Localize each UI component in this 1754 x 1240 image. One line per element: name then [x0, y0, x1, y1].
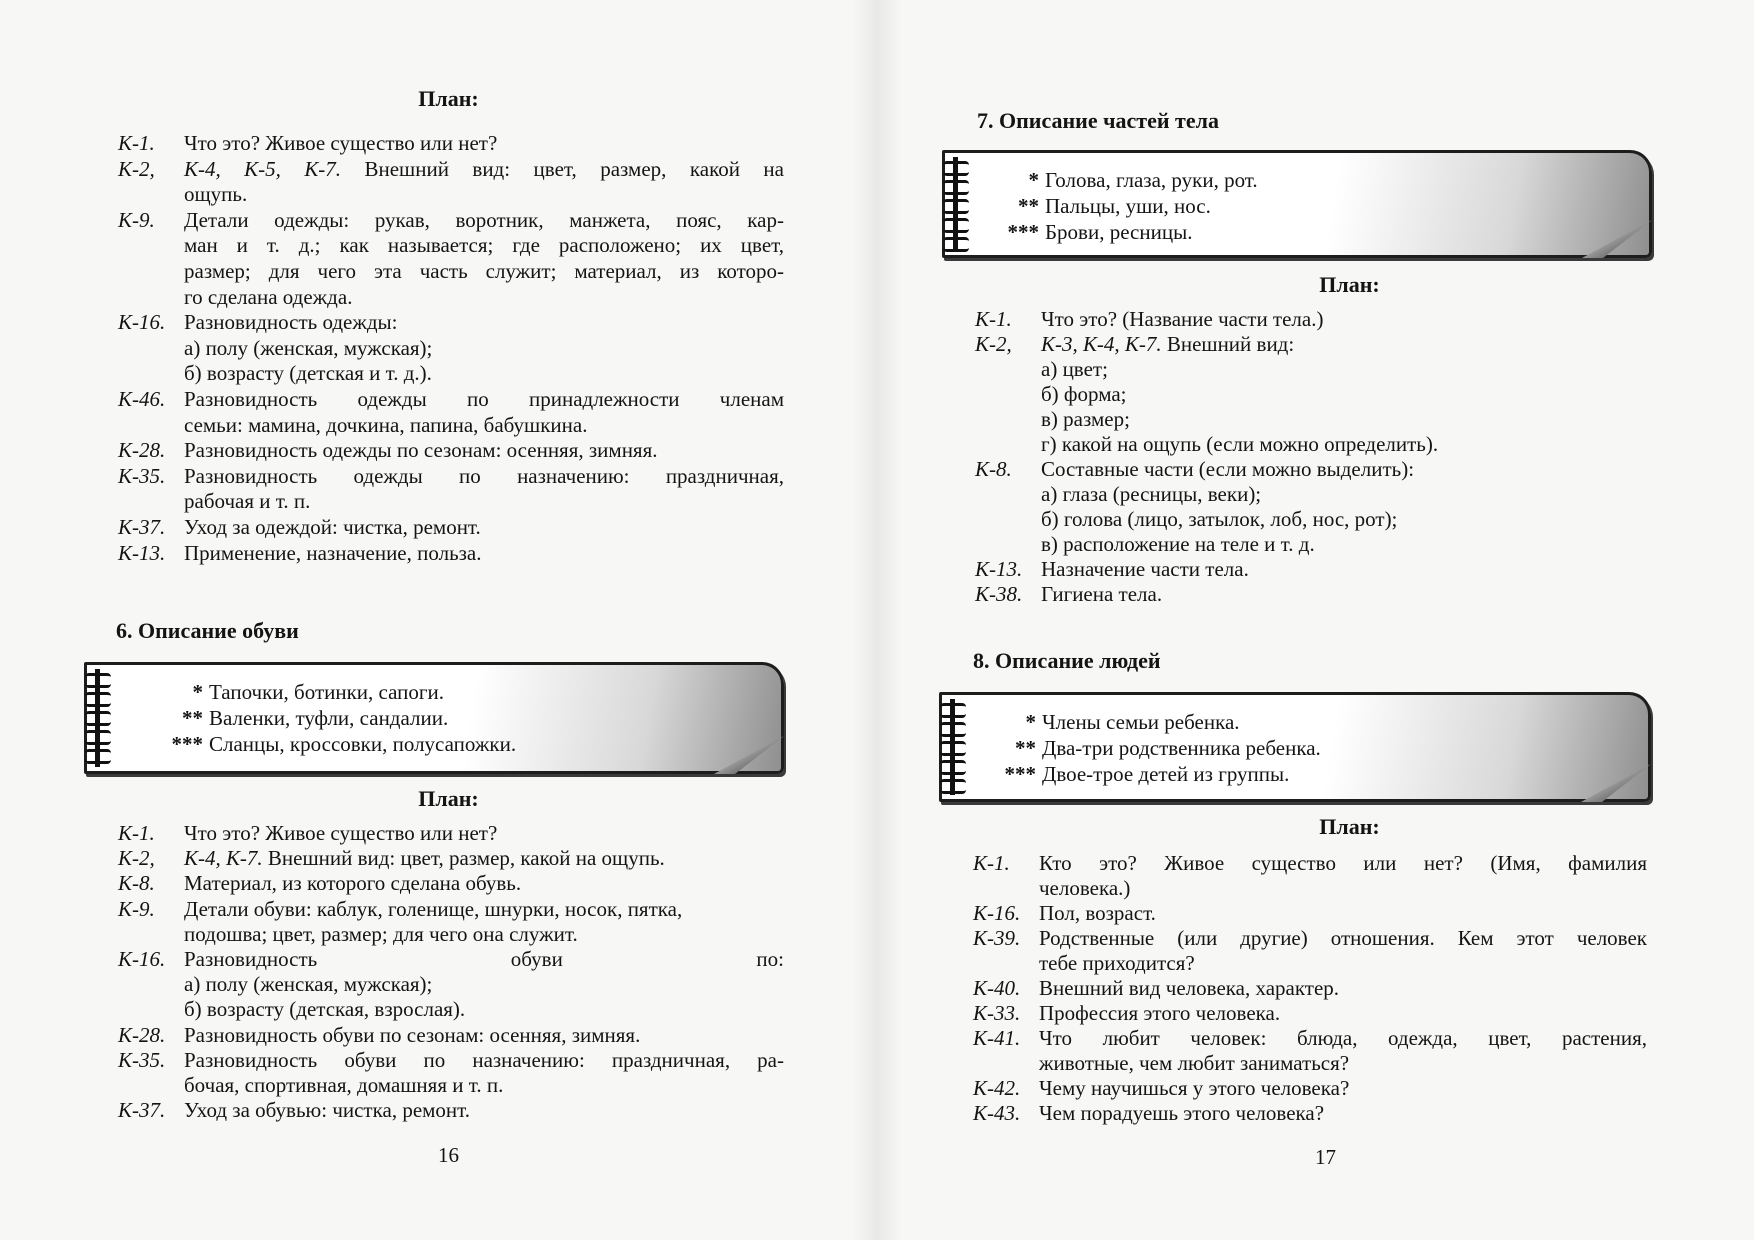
box-text: Голова, глаза, руки, рот.	[1045, 168, 1258, 192]
item-text-part: Внешний вид: цвет, размер, какой на	[341, 156, 784, 181]
box-text: Двое-трое детей из группы.	[1042, 762, 1290, 786]
box-line	[995, 219, 1192, 245]
item-text: Разновидность обуви по:	[184, 947, 784, 971]
item-code: К-35.	[118, 1047, 166, 1072]
item-text: а) цвет;	[1041, 357, 1108, 381]
stars-marker: **	[1015, 736, 1036, 760]
item-code: К-16.	[118, 310, 166, 335]
item-code: К-39.	[973, 926, 1021, 950]
spiral-binding-icon	[85, 669, 113, 767]
item-code: К-9.	[118, 896, 155, 921]
box-text: Валенки, туфли, сандалии.	[209, 706, 449, 730]
spiral-binding-icon	[940, 699, 968, 795]
item-text: Чем порадуешь этого человека?	[1039, 1101, 1325, 1125]
item-text: Детали обуви: каблук, голенище, шнурки, носок, пятка,	[184, 896, 683, 921]
item-text: человека.)	[1039, 876, 1131, 900]
page-number: 17	[1315, 1145, 1336, 1169]
page-curl-icon	[1581, 764, 1651, 802]
box-text: Члены семьи ребенка.	[1042, 710, 1240, 734]
item-code: К-2,	[975, 332, 1012, 356]
right-page	[877, 0, 1754, 1240]
item-code-extra: К-3, К-4, К-7.	[1041, 332, 1162, 356]
item-text: Гигиена тела.	[1041, 582, 1163, 606]
item-text: Пол, возраст.	[1039, 901, 1156, 925]
box-line	[992, 761, 1289, 787]
spiral-ring	[940, 722, 966, 737]
item-text: Материал, из которого сделана обувь.	[184, 871, 522, 896]
item-code: К-13.	[118, 540, 166, 565]
item-text: ман и т. д.; как называется; где расположено; их цвет,	[184, 233, 784, 258]
stars-marker: *	[192, 680, 203, 704]
item-text: Кто это? Живое существо или нет? (Имя, фамилия	[1039, 851, 1647, 875]
spiral-ring	[943, 199, 969, 214]
item-code: К-8.	[975, 457, 1012, 481]
item-code: К-2,	[118, 156, 155, 181]
box-text: Сланцы, кроссовки, полусапожки.	[209, 732, 517, 756]
box-line	[992, 735, 1321, 761]
item-text: Профессия этого человека.	[1039, 1001, 1281, 1025]
item-text: Назначение части тела.	[1041, 557, 1249, 581]
item-text: а) полу (женская, мужская);	[184, 972, 433, 997]
item-text-part: Внешний вид: цвет, размер, какой на ощупь.	[262, 846, 665, 871]
item-code: К-2,	[118, 846, 155, 871]
page-curl-icon	[714, 736, 784, 774]
spiral-ring	[85, 711, 111, 726]
spiral-ring	[940, 779, 966, 794]
plan-title: План:	[418, 786, 479, 811]
item-text: в) размер;	[1041, 407, 1130, 431]
item-code: К-28.	[118, 438, 166, 463]
item-code: К-37.	[118, 1098, 166, 1123]
item-code: К-8.	[118, 871, 155, 896]
section-title: 7. Описание частей тела	[977, 108, 1219, 133]
spiral-ring	[85, 673, 111, 688]
item-text: Разновидность одежды по принадлежности членам	[184, 387, 784, 411]
box-text: Два-три родственника ребенка.	[1042, 736, 1321, 760]
page-number: 16	[438, 1143, 459, 1167]
item-code: К-38.	[975, 582, 1023, 606]
item-code: К-16.	[118, 947, 166, 971]
item-code: К-42.	[973, 1076, 1021, 1100]
item-text: Составные части (если можно выделить):	[1041, 457, 1415, 481]
item-text: г) какой на ощупь (если можно определить).	[1041, 432, 1439, 456]
item-code: К-16.	[973, 901, 1021, 925]
item-text	[184, 845, 665, 871]
item-code-extra: К-4, К-7.	[184, 846, 263, 871]
stars-marker: ***	[1007, 220, 1039, 244]
item-code: К-13.	[975, 557, 1023, 581]
item-text: Детали одежды: рукав, воротник, манжета, пояс, кар-	[184, 207, 784, 232]
item-text: семьи: мамина, дочкина, папина, бабушкина.	[184, 412, 588, 437]
spiral-ring	[85, 692, 111, 707]
item-text: б) возрасту (детская, взрослая).	[184, 997, 466, 1022]
box-line	[995, 193, 1211, 219]
page-curl-icon	[1582, 220, 1652, 258]
plan-title: План:	[1319, 814, 1380, 839]
item-code-extra: К-4, К-5, К-7.	[184, 156, 342, 181]
item-code: К-41.	[973, 1026, 1021, 1050]
spiral-ring	[943, 161, 969, 176]
item-text: Разновидность обуви по сезонам: осенняя, зимняя.	[184, 1022, 641, 1047]
spiral-ring	[943, 237, 969, 252]
item-code: К-33.	[973, 1001, 1021, 1025]
item-text: рабочая и т. п.	[184, 489, 311, 514]
stars-marker: *	[1025, 710, 1036, 734]
item-text: Что любит человек: блюда, одежда, цвет, растения,	[1039, 1026, 1647, 1050]
stars-marker: ***	[171, 732, 203, 756]
item-text: Что это? Живое существо или нет?	[184, 821, 498, 845]
spiral-ring	[85, 749, 111, 764]
item-text: Что это? (Название части тела.)	[1041, 307, 1324, 331]
spiral-ring	[940, 741, 966, 756]
plan-title: План:	[1319, 272, 1380, 297]
item-text	[1041, 331, 1294, 357]
stars-marker: ***	[1004, 762, 1036, 786]
item-text: ощупь.	[184, 182, 248, 207]
item-text	[184, 156, 784, 182]
item-code: К-28.	[118, 1022, 166, 1047]
notebook-box	[84, 662, 784, 774]
item-text: Разновидность обуви по назначению: праздничная, ра-	[184, 1047, 784, 1072]
item-text: бочая, спортивная, домашняя и т. п.	[184, 1073, 504, 1097]
box-text: Тапочки, ботинки, сапоги.	[209, 680, 445, 704]
section-title: 6. Описание обуви	[116, 618, 299, 643]
spiral-ring	[85, 730, 111, 745]
box-text: Брови, ресницы.	[1045, 220, 1193, 244]
item-code: К-37.	[118, 515, 166, 539]
item-text: Родственные (или другие) отношения. Кем этот человек	[1039, 926, 1647, 950]
item-text: Внешний вид человека, характер.	[1039, 976, 1340, 1000]
box-line	[159, 679, 444, 705]
item-text: Уход за одеждой: чистка, ремонт.	[184, 515, 481, 539]
item-code: К-43.	[973, 1101, 1021, 1125]
item-text: тебе приходится?	[1039, 951, 1195, 975]
box-text: Пальцы, уши, нос.	[1045, 194, 1211, 218]
box-line	[159, 731, 516, 757]
item-text: животные, чем любит заниматься?	[1039, 1051, 1350, 1075]
item-text: го сделана одежда.	[184, 284, 353, 309]
box-line	[992, 709, 1240, 735]
spiral-binding-icon	[943, 157, 971, 251]
item-text: подошва; цвет, размер; для чего она служит.	[184, 921, 578, 946]
spiral-ring	[940, 703, 966, 718]
notebook-box	[939, 692, 1651, 802]
item-text: Что это? Живое существо или нет?	[184, 131, 498, 155]
item-code: К-1.	[118, 131, 155, 155]
plan-title: План:	[418, 86, 479, 111]
stars-marker: *	[1028, 168, 1039, 192]
item-text: размер; для чего эта часть служит; материал, из которо-	[184, 259, 784, 283]
item-text: Разновидность одежды:	[184, 310, 398, 335]
notebook-box	[942, 150, 1652, 258]
item-code: К-46.	[118, 387, 166, 411]
item-code: К-1.	[973, 851, 1010, 875]
spiral-ring	[943, 218, 969, 233]
stars-marker: **	[1018, 194, 1039, 218]
item-text: Чему научишься у этого человека?	[1039, 1076, 1350, 1100]
item-code: К-1.	[975, 307, 1012, 331]
item-text: а) полу (женская, мужская);	[184, 335, 433, 360]
spiral-ring	[940, 760, 966, 775]
box-line	[995, 167, 1258, 193]
item-code: К-9.	[118, 207, 155, 232]
item-text: Разновидность одежды по назначению: праздничная,	[184, 463, 784, 488]
box-line	[159, 705, 448, 731]
item-code: К-1.	[118, 821, 155, 845]
item-code: К-35.	[118, 463, 166, 488]
item-text: Применение, назначение, польза.	[184, 540, 482, 565]
item-text: а) глаза (ресницы, веки);	[1041, 482, 1262, 506]
spiral-ring	[943, 180, 969, 195]
item-text: Разновидность одежды по сезонам: осенняя, зимняя.	[184, 438, 658, 463]
item-text: б) голова (лицо, затылок, лоб, нос, рот);	[1041, 507, 1398, 531]
item-text: б) форма;	[1041, 382, 1127, 406]
section-title: 8. Описание людей	[973, 648, 1161, 673]
item-text-part: Внешний вид:	[1161, 332, 1295, 356]
item-text: б) возрасту (детская и т. д.).	[184, 361, 432, 386]
item-text: в) расположение на теле и т. д.	[1041, 532, 1315, 556]
stars-marker: **	[182, 706, 203, 730]
item-text: Уход за обувью: чистка, ремонт.	[184, 1098, 471, 1123]
item-code: К-40.	[973, 976, 1021, 1000]
